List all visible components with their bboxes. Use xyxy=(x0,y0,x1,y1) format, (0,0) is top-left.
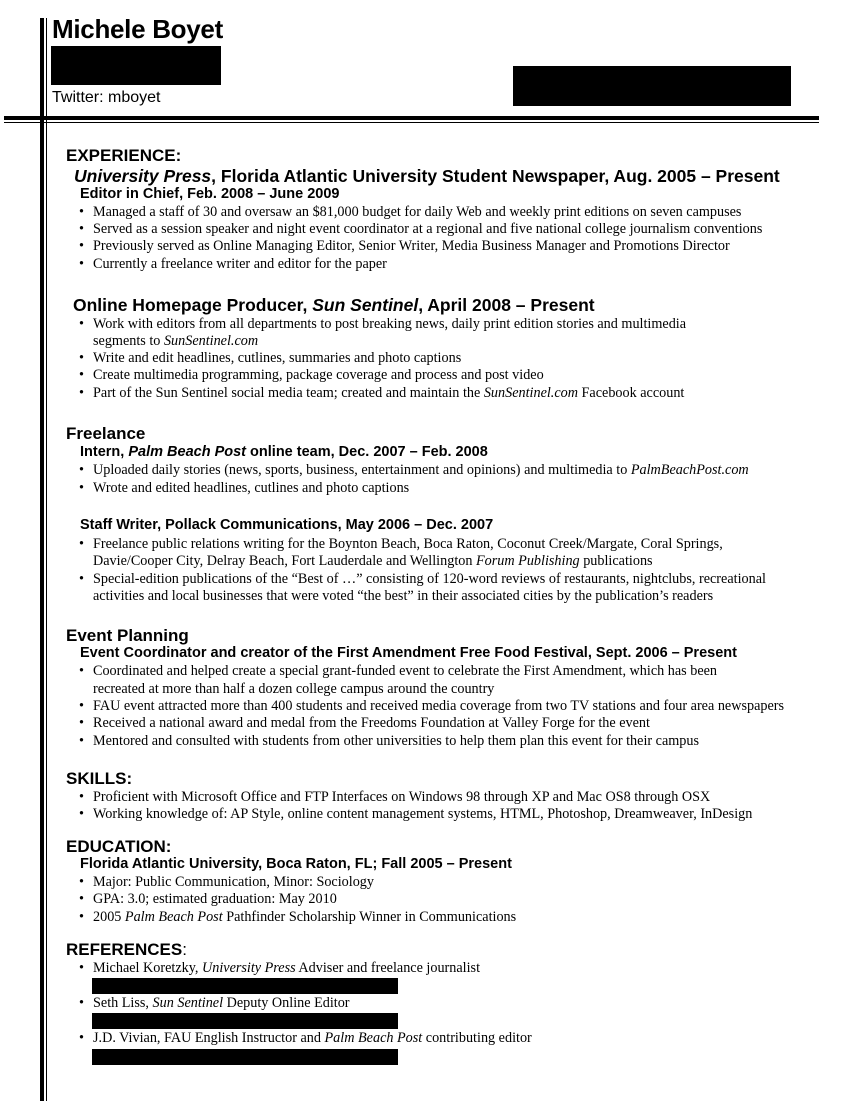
list-item: • Currently a freelance writer and editor for the paper xyxy=(79,256,387,272)
list-item: • Proficient with Microsoft Office and FTP Interfaces on Windows 98 through XP and Mac OS8 through OSX xyxy=(79,789,711,805)
list-item: • Received a national award and medal from the Freedoms Foundation at Valley Forge for the event xyxy=(79,715,650,731)
list-item: • Uploaded daily stories (news, sports, business, entertainment and opinions) and multimedia to PalmBeachPost.com xyxy=(79,462,749,478)
list-item: • 2005 Palm Beach Post Pathfinder Scholarship Winner in Communications xyxy=(79,909,517,925)
candidate-name: Michele Boyet xyxy=(52,14,223,44)
org-rest: , Florida Atlantic University Student Newspaper, Aug. 2005 – Present xyxy=(211,166,780,186)
reference-item: • Michael Koretzky, University Press Adviser and freelance journalist xyxy=(79,960,481,976)
org-italic: University Press xyxy=(74,166,212,186)
list-item: • Freelance public relations writing for the Boynton Beach, Boca Raton, Coconut Creek/Margate, Coral Springs, xyxy=(79,536,723,552)
reference-item: • Seth Liss, Sun Sentinel Deputy Online Editor xyxy=(79,995,350,1011)
list-item: • Work with editors from all departments to post breaking news, daily print edition stories and multimedia xyxy=(79,316,687,332)
list-item: • Previously served as Online Managing Editor, Senior Writer, Media Business Manager and Promotions Director xyxy=(79,238,730,254)
left-border-thin xyxy=(46,18,47,1101)
list-item: • GPA: 3.0; estimated graduation: May 2010 xyxy=(79,891,337,907)
list-item: • Part of the Sun Sentinel social media team; created and maintain the SunSentinel.com Facebook account xyxy=(79,385,685,401)
redacted-reference-contact-3 xyxy=(92,1049,398,1065)
list-item: • Write and edit headlines, cutlines, summaries and photo captions xyxy=(79,350,462,366)
freelance-heading: Freelance xyxy=(66,424,146,443)
left-border-thick xyxy=(40,18,44,1101)
experience-heading: EXPERIENCE: xyxy=(66,146,182,165)
list-item-continuation: activities and local businesses that were voted “the best” in their associated cities by the publication’s readers xyxy=(93,588,714,604)
editor-in-chief-role: Editor in Chief, Feb. 2008 – June 2009 xyxy=(80,186,340,202)
redacted-contact-left xyxy=(51,46,221,85)
event-planning-heading: Event Planning xyxy=(66,626,189,645)
redacted-reference-contact-2 xyxy=(92,1013,398,1029)
list-item-continuation: segments to SunSentinel.com xyxy=(93,333,259,349)
list-item: • FAU event attracted more than 400 students and received media coverage from two TV stations and four area newspapers xyxy=(79,698,785,714)
header-divider-thick xyxy=(4,116,819,120)
list-item: • Mentored and consulted with students from other universities to help them plan this event for their campus xyxy=(79,733,699,749)
staff-writer-title: Staff Writer, Pollack Communications, May 2006 – Dec. 2007 xyxy=(80,517,494,533)
list-item: • Create multimedia programming, package coverage and process and post video xyxy=(79,367,544,383)
references-heading: REFERENCES: xyxy=(66,940,187,959)
twitter-handle: Twitter: mboyet xyxy=(52,89,161,106)
list-item: • Special-edition publications of the “Best of …” consisting of 120-word reviews of restaurants, nightclubs, recreational xyxy=(79,571,766,587)
list-item: • Coordinated and helped create a special grant-funded event to celebrate the First Amendment, which has been xyxy=(79,663,718,679)
redacted-contact-right xyxy=(513,66,791,106)
university-press-title xyxy=(74,166,780,187)
list-item-continuation: Davie/Cooper City, Delray Beach, Fort Lauderdale and Wellington Forum Publishing publications xyxy=(93,553,653,569)
list-item-continuation: recreated at more than half a dozen college campus around the country xyxy=(93,681,495,697)
list-item: • Working knowledge of: AP Style, online content management systems, HTML, Photoshop, Dreamweaver, InDesign xyxy=(79,806,753,822)
skills-heading: SKILLS: xyxy=(66,769,133,788)
event-coordinator-title: Event Coordinator and creator of the First Amendment Free Food Festival, Sept. 2006 – Present xyxy=(80,645,737,661)
school-title: Florida Atlantic University, Boca Raton, FL; Fall 2005 – Present xyxy=(80,856,512,872)
header-divider-thin xyxy=(4,122,819,123)
list-item: • Served as a session speaker and night event coordinator at a regional and five national college journalism conventions xyxy=(79,221,763,237)
list-item: • Wrote and edited headlines, cutlines and photo captions xyxy=(79,480,410,496)
intern-title: Intern, Palm Beach Post online team, Dec. 2007 – Feb. 2008 xyxy=(80,444,488,460)
education-heading: EDUCATION: xyxy=(66,837,172,856)
reference-item: • J.D. Vivian, FAU English Instructor and Palm Beach Post contributing editor xyxy=(79,1030,532,1046)
list-item: • Managed a staff of 30 and oversaw an $81,000 budget for daily Web and weekly print editions on seven campuses xyxy=(79,204,742,220)
list-item: • Major: Public Communication, Minor: Sociology xyxy=(79,874,374,890)
redacted-reference-contact-1 xyxy=(92,978,398,994)
sun-sentinel-title: Online Homepage Producer, Sun Sentinel, April 2008 – Present xyxy=(73,295,595,315)
